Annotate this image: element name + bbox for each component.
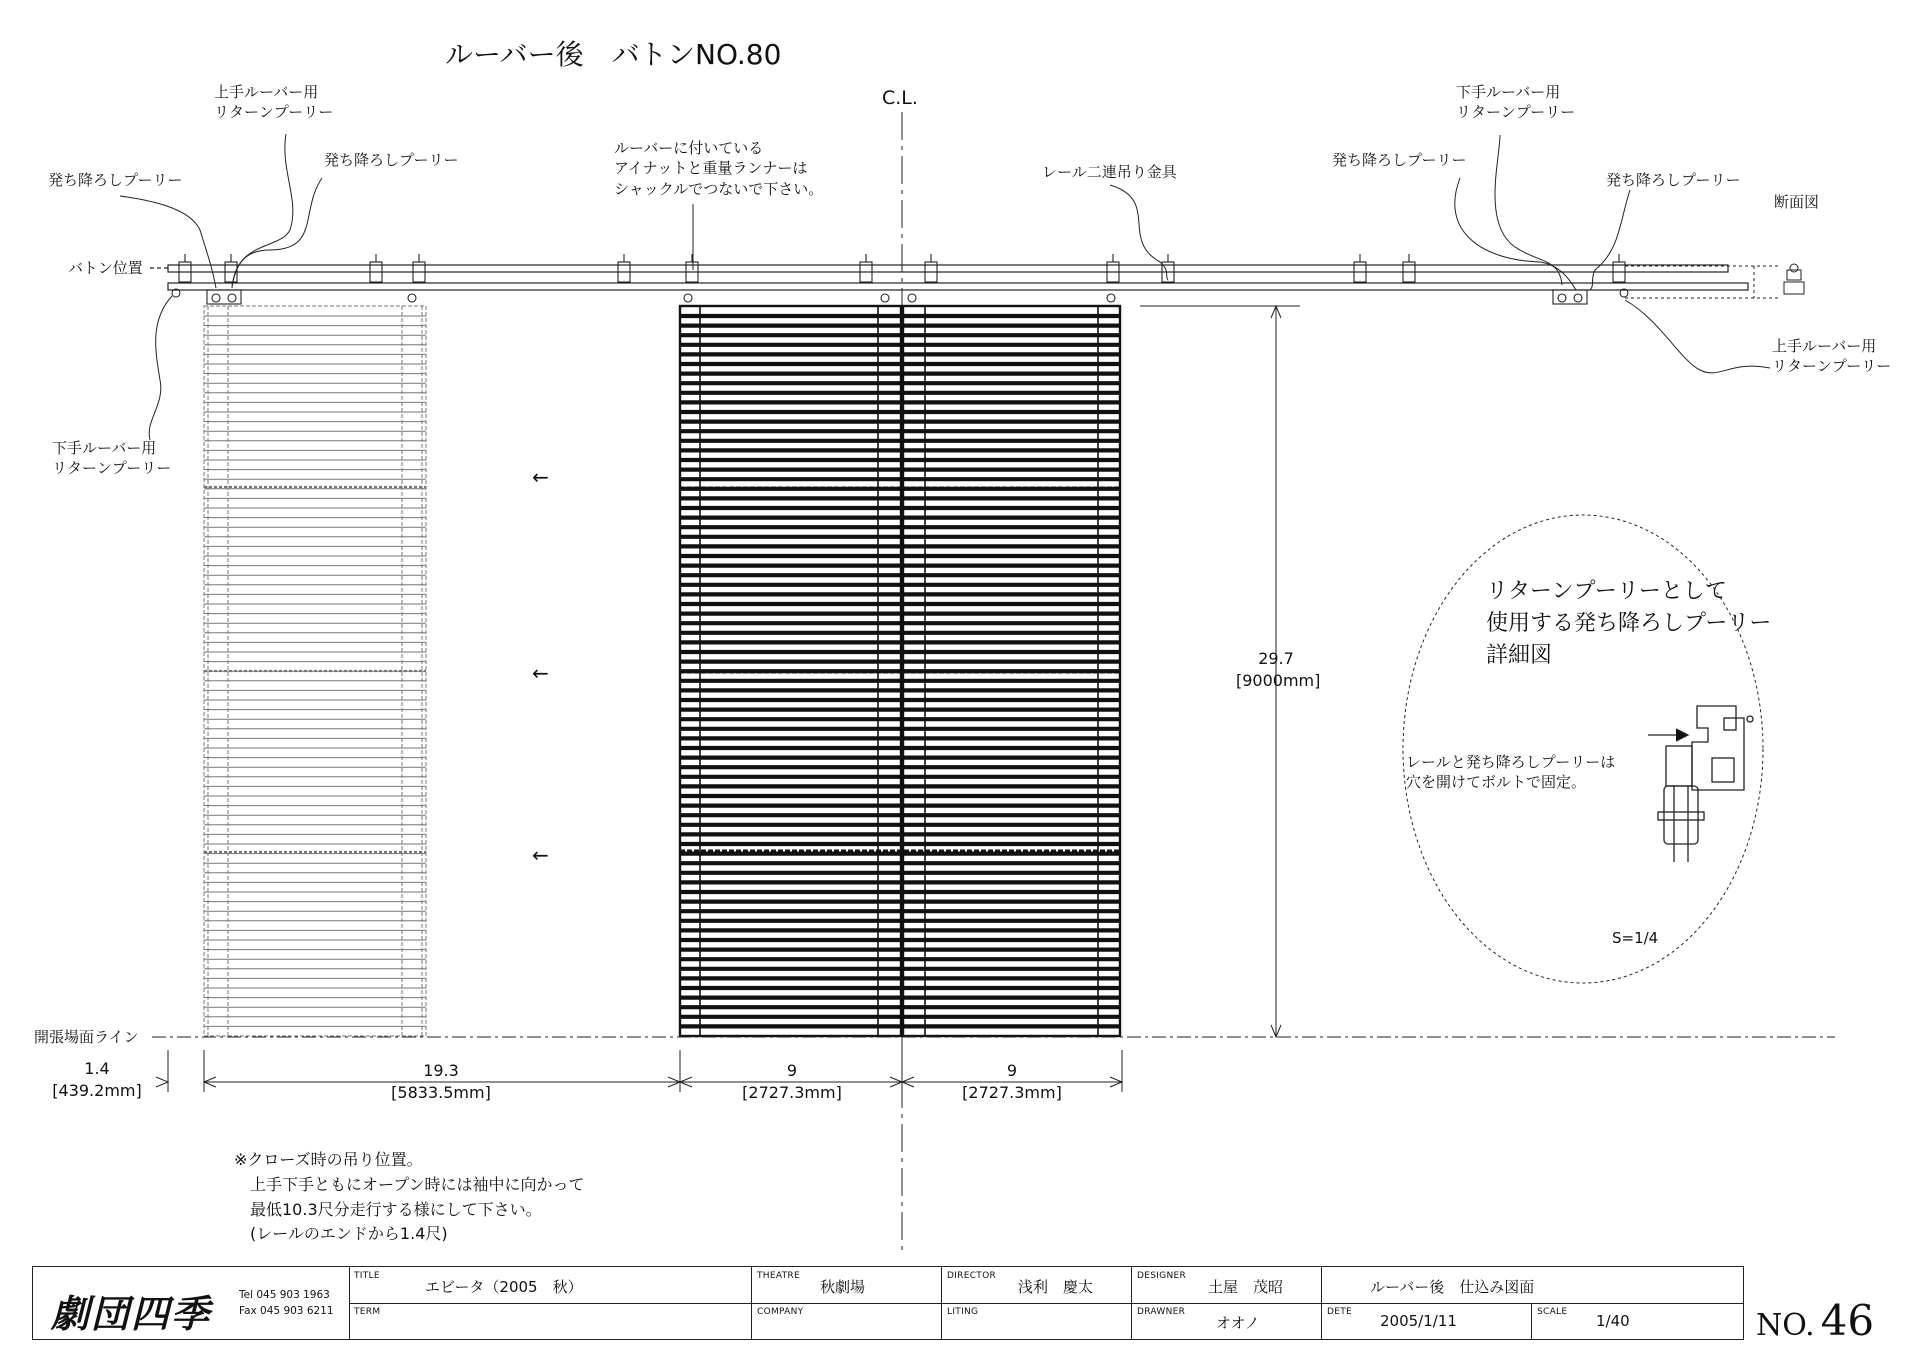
theatre-label: THEATRE: [757, 1271, 800, 1281]
sheet-title-cell: [1321, 1267, 1744, 1303]
scale-label: SCALE: [1537, 1307, 1568, 1317]
scale-value: 1/40: [1596, 1312, 1630, 1330]
designer-value: 土屋 茂昭: [1208, 1278, 1284, 1296]
section-view: [1625, 264, 1804, 298]
baton: [168, 265, 1728, 272]
sheet-number-prefix: NO.: [1756, 1308, 1815, 1343]
callout-baton-position: バトン位置: [68, 259, 143, 277]
pulley-detail-sketch: [1648, 706, 1753, 862]
callout-opening-line: 開張場面ライン: [34, 1028, 139, 1046]
date-cell: [1321, 1303, 1532, 1339]
date-label: DETE: [1327, 1307, 1353, 1317]
title-block-row-2: [349, 1303, 1743, 1339]
theatre-value: 秋劇場: [820, 1278, 866, 1296]
drawner-cell: [1131, 1303, 1322, 1339]
dimension-open-travel: 19.3 [5833.5mm]: [391, 1061, 491, 1102]
title-value: エビータ（2005 秋）: [425, 1278, 583, 1296]
travel-arrow: ←: [532, 661, 549, 685]
drawner-value: オオノ: [1216, 1314, 1260, 1332]
dimension-panel-right: 9 [2727.3mm]: [962, 1061, 1062, 1102]
callout-launch-pulley-right-outer: 発ち降ろしプーリー: [1606, 171, 1741, 189]
closed-position-note: ※クローズ時の吊り位置。 上手下手ともにオープン時には袖中に向かって 最低10.3尺分走行する様にして下さい。 (レールのエンドから1.4尺): [234, 1150, 585, 1244]
term-label: TERM: [354, 1307, 381, 1317]
detail-note: レールと発ち降ろしプーリーは 穴を開けてボルトで固定。: [1406, 753, 1616, 792]
sheet-number-value: 46: [1820, 1296, 1875, 1345]
callout-shackle-note: ルーバーに付いている アイナットと重量ランナーは シャックルでつないで下さい。: [614, 139, 824, 198]
closed-louver-panels: [680, 306, 1120, 1036]
title-block-row-1: [349, 1267, 1743, 1304]
scale-cell: [1531, 1303, 1744, 1339]
callout-launch-pulley-left-inner: 発ち降ろしプーリー: [324, 151, 459, 169]
dimension-height: 29.7 [9000mm]: [1236, 649, 1321, 690]
director-cell: [941, 1267, 1132, 1303]
callout-stage-right-return-pulley-top: 下手ルーバー用 リターンプーリー: [1456, 83, 1576, 122]
callout-launch-pulley-left-outer: 発ち降ろしプーリー: [48, 171, 183, 189]
term-cell: [349, 1303, 751, 1339]
callout-stage-right-return-pulley-bottom: 下手ルーバー用 リターンプーリー: [52, 439, 172, 478]
center-line-label: C.L.: [882, 87, 918, 109]
liting-label: LITING: [947, 1307, 979, 1317]
rail-runners: [172, 289, 1628, 304]
drawing-title: ルーバー後 バトンNO.80: [445, 38, 782, 71]
rail: [168, 283, 1748, 290]
date-value: 2005/1/11: [1380, 1312, 1457, 1330]
theatre-cell: [751, 1267, 942, 1303]
travel-arrow: ←: [532, 465, 549, 489]
open-louver-panel: [204, 306, 426, 1036]
company-logo: 劇団四季: [51, 1291, 212, 1336]
director-value: 浅利 慶太: [1018, 1278, 1094, 1296]
drawner-label: DRAWNER: [1137, 1307, 1186, 1317]
designer-label: DESIGNER: [1137, 1271, 1187, 1281]
company-logo-box: [33, 1267, 349, 1339]
director-label: DIRECTOR: [947, 1271, 997, 1281]
title-cell: [349, 1267, 751, 1303]
company-contact: [239, 1287, 334, 1320]
dimension-left-offset: 1.4 [439.2mm]: [52, 1059, 142, 1100]
company-tel: Tel 045 903 1963: [239, 1289, 330, 1301]
dimension-panel-left: 9 [2727.3mm]: [742, 1061, 842, 1102]
company-label: COMPANY: [757, 1307, 804, 1317]
title-label: TITLE: [354, 1271, 380, 1281]
callout-launch-pulley-right-inner: 発ち降ろしプーリー: [1332, 151, 1467, 169]
callout-rail-double-hanger: レール二連吊り金具: [1042, 163, 1177, 181]
detail-scale: S=1/4: [1612, 929, 1659, 947]
travel-arrow: ←: [532, 843, 549, 867]
detail-title: リターンプーリーとして 使用する発ち降ろしプーリー 詳細図: [1486, 579, 1772, 668]
title-block: [32, 1266, 1744, 1340]
company-fax: Fax 045 903 6211: [239, 1305, 334, 1318]
callout-stage-left-return-pulley-top: 上手ルーバー用 リターンプーリー: [214, 83, 334, 122]
sheet-number: [1756, 1296, 1874, 1345]
company-cell: [751, 1303, 942, 1339]
callout-stage-left-return-pulley-bottom: 上手ルーバー用 リターンプーリー: [1772, 337, 1892, 376]
liting-cell: [941, 1303, 1132, 1339]
designer-cell: [1131, 1267, 1322, 1303]
sheet-title: ルーバー後 仕込み図面: [1370, 1278, 1535, 1296]
section-label: 断面図: [1774, 193, 1820, 211]
